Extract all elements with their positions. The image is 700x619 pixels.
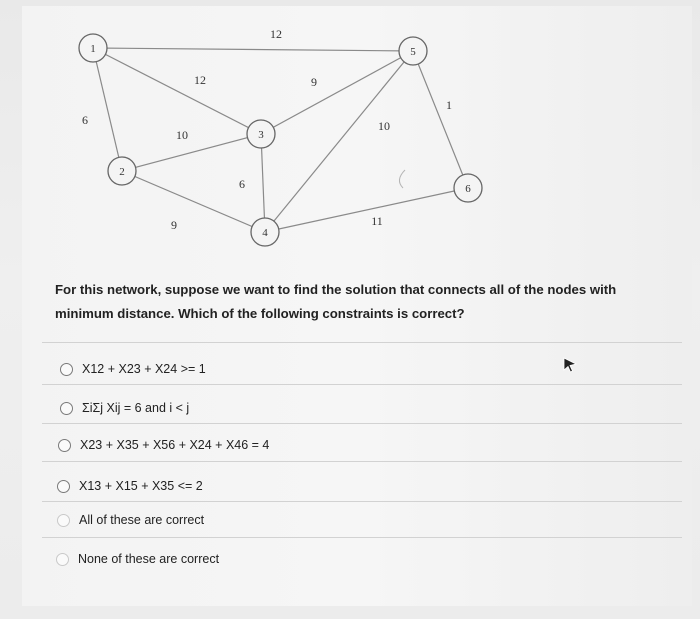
node-label-2: 2	[119, 166, 125, 178]
edge-weight-1-5: 12	[270, 27, 282, 41]
node-2	[108, 157, 136, 185]
option-label: ΣiΣj Xij = 6 and i < j	[82, 401, 190, 415]
node-label-3: 3	[258, 129, 264, 141]
divider	[42, 537, 682, 538]
divider	[42, 501, 682, 502]
divider	[42, 342, 682, 343]
edge-weight-4-6: 11	[371, 214, 383, 228]
edge-weight-1-3: 12	[194, 73, 206, 87]
divider	[42, 423, 682, 424]
node-label-1: 1	[90, 43, 96, 55]
option-6[interactable]	[56, 552, 219, 566]
option-4[interactable]	[57, 479, 203, 493]
node-5	[399, 37, 427, 65]
option-5[interactable]	[57, 513, 204, 527]
node-3	[247, 120, 275, 148]
node-label-5: 5	[410, 46, 416, 58]
option-label: X13 + X15 + X35 <= 2	[79, 479, 203, 493]
radio-button[interactable]	[60, 402, 73, 415]
option-label: All of these are correct	[79, 513, 205, 527]
edge-1-3	[93, 48, 261, 134]
mouse-cursor-icon	[563, 357, 577, 373]
question-text: For this network, suppose we want to find the solution that connects all of the nodes with minimum distance. Which of the following constraints is correct?	[55, 282, 617, 321]
radio-button[interactable]	[57, 480, 70, 493]
option-label: X23 + X35 + X56 + X24 + X46 = 4	[80, 438, 270, 452]
node-6	[454, 174, 482, 202]
edge-2-3	[122, 134, 261, 171]
divider	[42, 461, 682, 462]
edge-weight-4-5: 10	[378, 119, 390, 133]
network-diagram	[0, 0, 700, 260]
node-label-6: 6	[465, 183, 471, 195]
edge-3-4	[261, 134, 265, 232]
radio-button[interactable]	[56, 553, 69, 566]
edge-weight-1-2: 6	[82, 113, 88, 127]
option-2[interactable]	[60, 401, 189, 415]
option-3[interactable]	[58, 438, 269, 452]
edge-1-2	[93, 48, 122, 171]
edge-weight-5-6: 1	[446, 98, 452, 112]
edge-1-5	[93, 48, 413, 51]
option-label: X12 + X23 + X24 >= 1	[82, 362, 206, 376]
edge-5-6	[413, 51, 468, 188]
option-1[interactable]	[60, 362, 206, 376]
edge-weight-2-3: 10	[176, 128, 188, 142]
node-4	[251, 218, 279, 246]
edge-3-5	[261, 51, 413, 134]
radio-button[interactable]	[57, 514, 70, 527]
edge-weight-2-4: 9	[171, 218, 177, 232]
edge-weight-3-5: 9	[311, 75, 317, 89]
pencil-mark	[399, 170, 405, 188]
edge-weight-3-4: 6	[239, 177, 245, 191]
option-label: None of these are correct	[78, 552, 220, 566]
node-1	[79, 34, 107, 62]
radio-button[interactable]	[58, 439, 71, 452]
divider	[42, 384, 682, 385]
radio-button[interactable]	[60, 363, 73, 376]
node-label-4: 4	[262, 227, 268, 239]
